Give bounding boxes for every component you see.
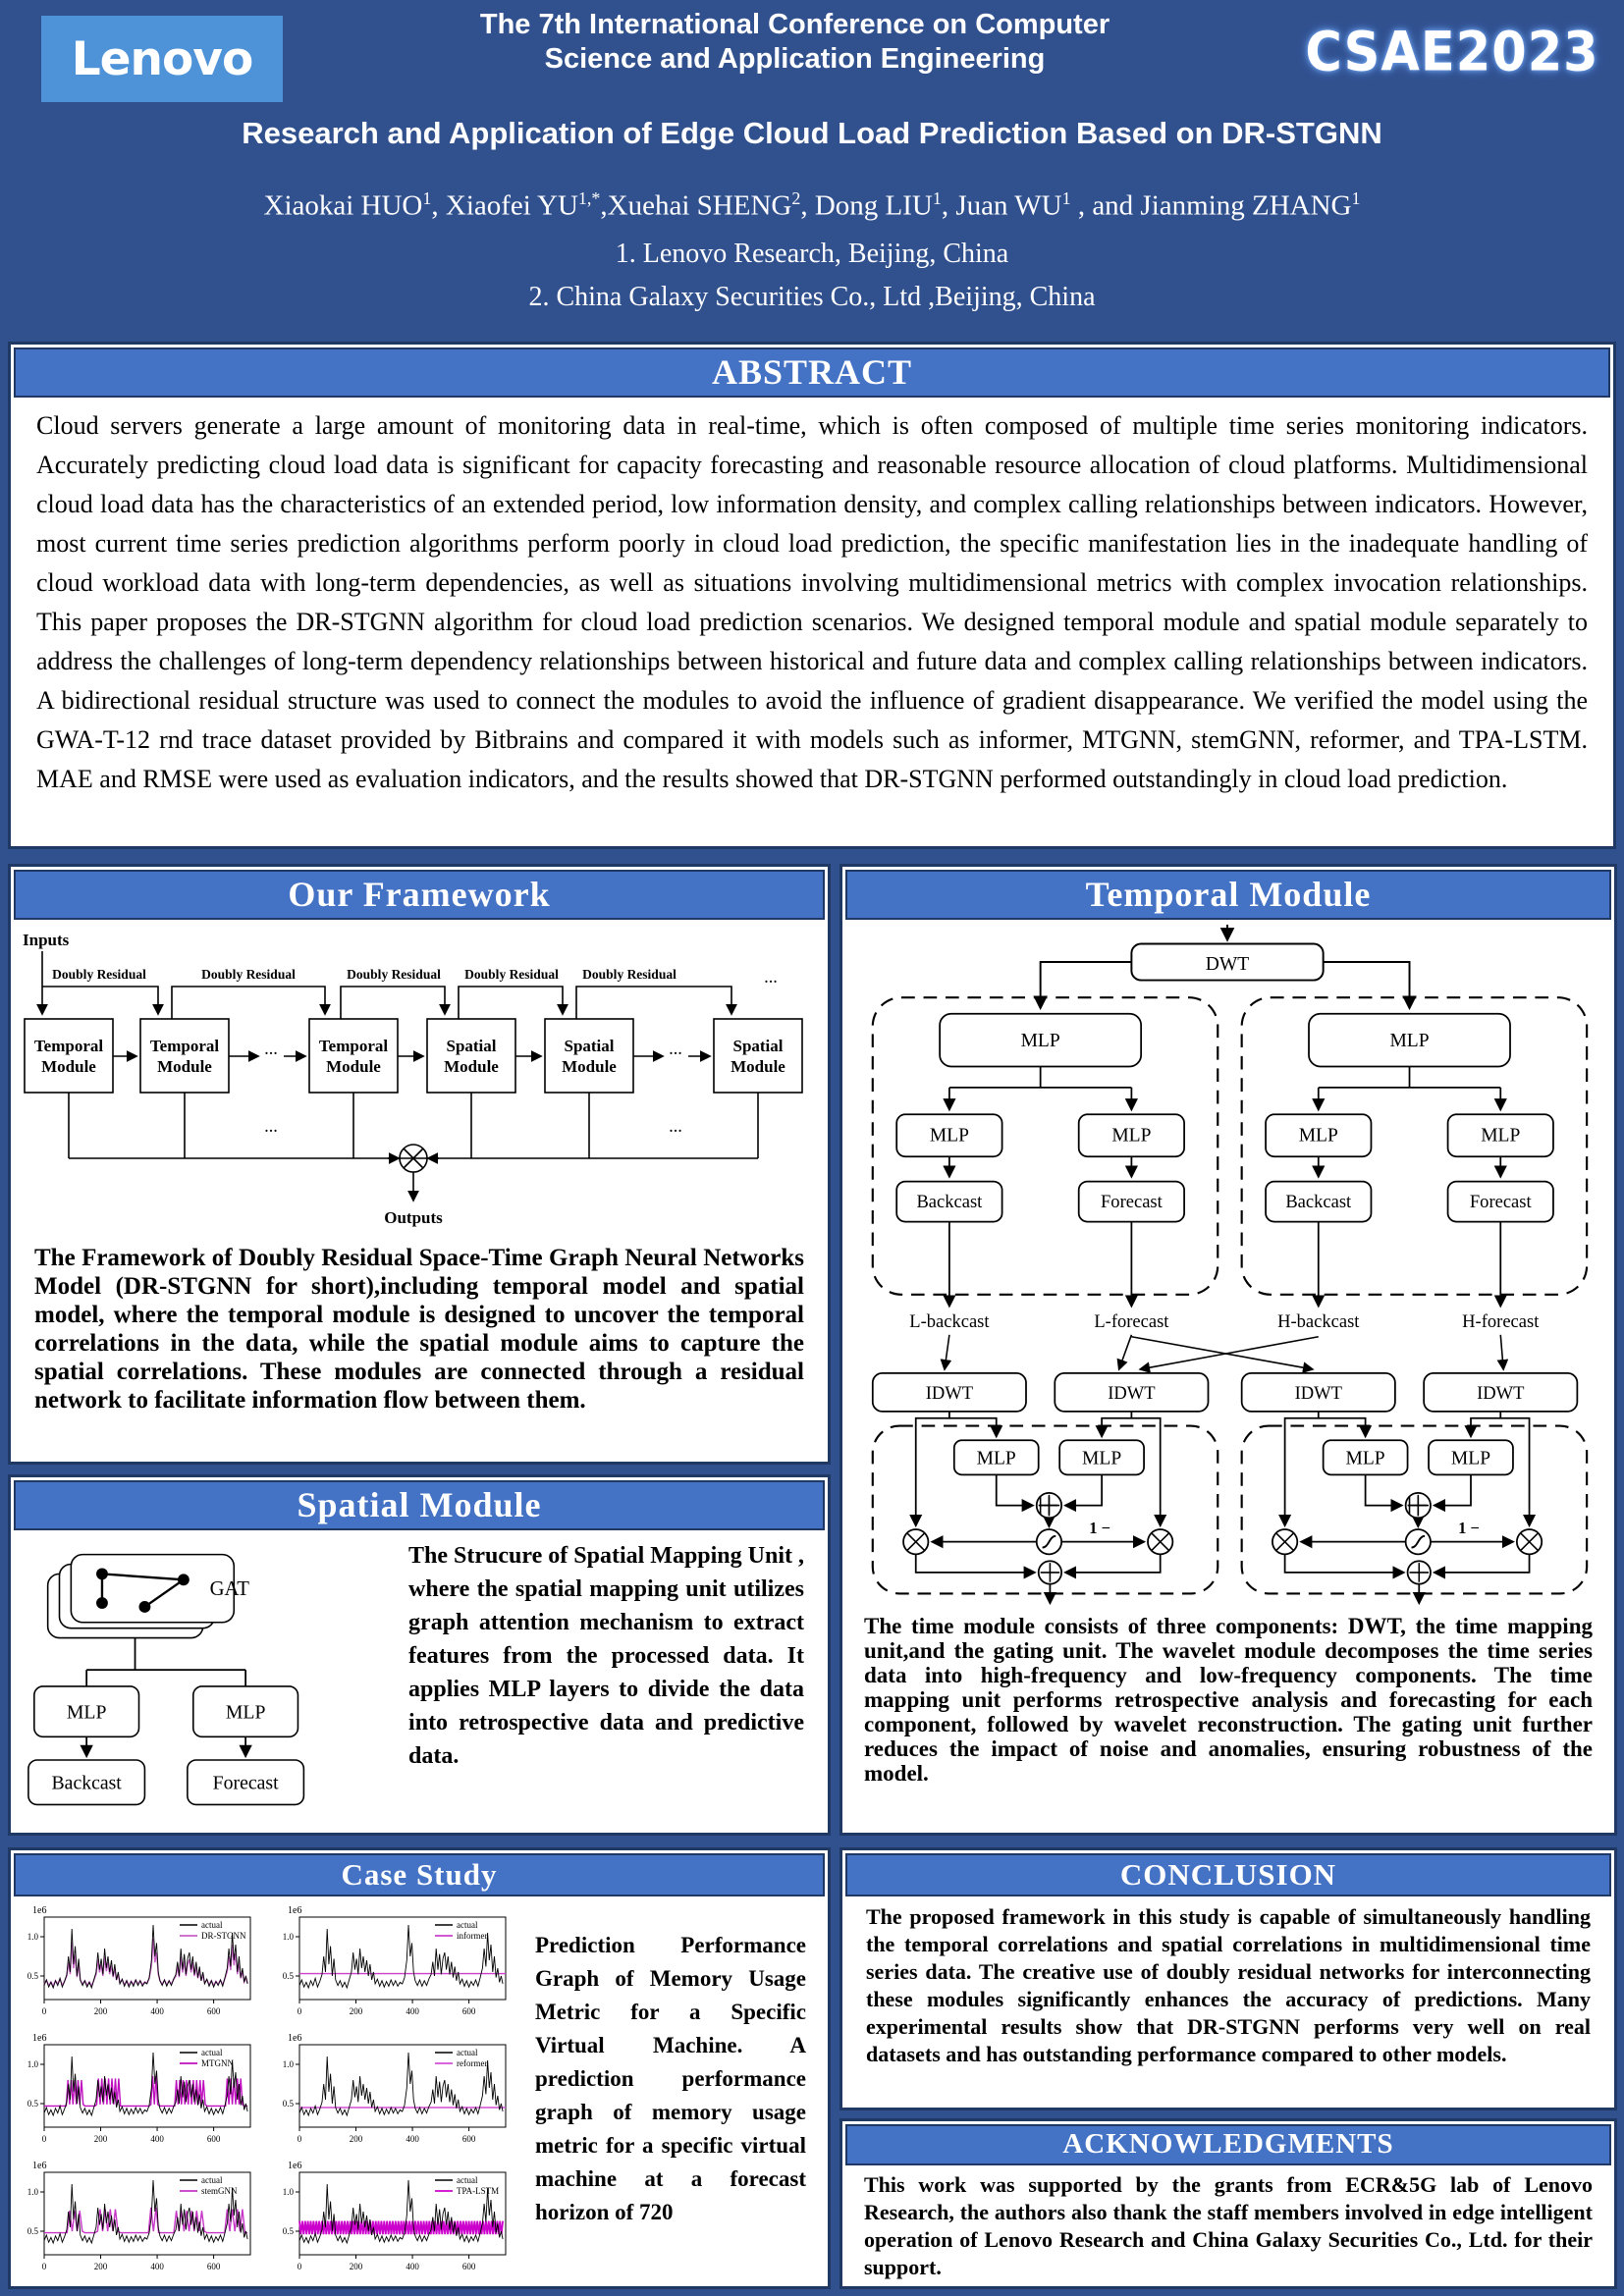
temporal-stream-labels [909,1311,1540,1332]
svg-text:H-forecast: H-forecast [1462,1310,1540,1332]
svg-text:TemporalModule: Temporal Module [149,1036,220,1076]
svg-text:L-forecast: L-forecast [1094,1310,1169,1332]
framework-inputs-label: Inputs [23,930,70,949]
svg-text:400: 400 [150,2134,164,2145]
framework-outputs-label: Outputs [384,1207,443,1227]
svg-text:MLP: MLP [66,1701,107,1724]
lenovo-logo-text: Lenovo [71,31,253,86]
legend-model: informer [457,1931,488,1942]
case-plot-reformer [270,2031,523,2153]
svg-text:IDWT: IDWT [1294,1383,1342,1405]
svg-text:IDWT: IDWT [1108,1383,1156,1405]
acknowledgments-body: This work was supported by the grants from ECR&5G lab of Lenovo Research, the authors also thank the staff members involved in edge intelligent operation of Lenovo Research and China Galaxy Securities Co., Ltd. for their support. [864,2171,1593,2279]
poster-title: Research and Application of Edge Cloud Load Prediction Based on DR-STGNN [242,116,1382,150]
svg-text:0: 0 [41,2134,47,2145]
svg-text:…: … [264,1041,278,1057]
legend-model: reformer [457,2058,488,2069]
abstract-body: Cloud servers generate a large amount of monitoring data in real-time, which is often composed of multiple time series monitoring indicators. Accurately predicting cloud load data is significant for capacity forecasting and reasonable resource allocation of cloud platforms. Multidimensional cloud load data has the characteristics of an extended period, low information density, and complex calling relationships between indicators. However, most current time series prediction algorithms perform poorly in cloud load prediction, the specific manifestation lies in the inadequate handling of cloud workload data with long-term dependencies, as well as situations involving multidimensional metrics with complex invocation relationships. This paper proposes the DR-STGNN algorithm for cloud load prediction scenarios. We designed temporal module and spatial module separately to address the challenges of long-term dependency relationships between historical and future data and complex calling relationships between indicators. A bidirectional residual structure was used to connect the modules to avoid the influence of gradient disappearance. We verified the model using the GWA-T-12 rnd trace dataset provided by Bitbrains and compared it with models such as informer, MTGNN, stemGNN, reformer, and TPA-LSTM. MAE and RMSE were used as evaluation indicators, and the results showed that DR-STGNN performed outstandingly in cloud load prediction. [36,410,1588,793]
svg-text:1.0: 1.0 [282,1932,294,1943]
legend-model: stemGNN [201,2186,238,2197]
acknowledgments-section [839,2118,1617,2289]
svg-text:Forecast: Forecast [212,1772,279,1794]
temporal-caption: The time module consists of three components: DWT, the time mapping unit,and the gating unit. The wavelet module decomposes the time series data into high-frequency and low-frequency components. The time mapping unit performs retrospective analysis and forecasting for each component, followed by wavelet reconstruction. The gating unit further reduces the impact of noise and anomalies, ensuring robustness of the model. [864,1613,1593,1786]
svg-text:Doubly Residual: Doubly Residual [201,966,296,982]
svg-text:…: … [764,970,778,986]
svg-text:0.5: 0.5 [282,2226,294,2237]
svg-text:IDWT: IDWT [1477,1383,1525,1405]
svg-text:0.5: 0.5 [27,2099,38,2109]
svg-text:0.5: 0.5 [282,2099,294,2109]
svg-text:400: 400 [406,2134,419,2145]
svg-text:IDWT: IDWT [925,1383,974,1405]
svg-text:L-backcast: L-backcast [909,1310,990,1332]
svg-text:Doubly Residual: Doubly Residual [582,966,677,982]
conference-title-line1: The 7th International Conference on Computer [479,9,1110,40]
svg-text:Backcast: Backcast [51,1772,122,1794]
svg-text:200: 200 [93,2134,108,2145]
spatial-diagram [21,1539,408,1824]
svg-text:MLP: MLP [225,1701,266,1724]
acknowledgments-header: ACKNOWLEDGMENTS [845,2124,1611,2165]
svg-text:1.0: 1.0 [27,1932,38,1943]
svg-text:SpatialModule: Spatial Module [444,1036,499,1076]
svg-text:400: 400 [150,2006,164,2017]
gat-label: GAT [209,1577,249,1600]
csae2023-badge: CSAE2023 [1305,21,1599,84]
svg-text:H-backcast: H-backcast [1277,1310,1360,1332]
svg-text:Doubly Residual: Doubly Residual [464,966,559,982]
legend-model: DR-STGNN [201,1931,246,1942]
legend-actual: actual [457,1920,478,1931]
case-plot-MTGNN [15,2031,268,2153]
legend-model: MTGNN [201,2058,234,2069]
svg-text:0.5: 0.5 [27,1971,38,1982]
legend-actual: actual [201,2048,223,2058]
svg-text:TemporalModule: Temporal Module [33,1036,104,1076]
svg-text:200: 200 [349,2006,363,2017]
svg-text:200: 200 [93,2262,108,2272]
case-plot-DR-STGNN [15,1903,268,2025]
temporal-header: Temporal Module [845,870,1611,920]
svg-text:200: 200 [93,2006,108,2017]
svg-text:0: 0 [297,2134,302,2145]
legend-actual: actual [457,2175,478,2186]
conference-title-line2: Science and Application Engineering [544,43,1046,76]
svg-text:…: … [669,1119,682,1135]
affiliation-2: 2. China Galaxy Securities Co., Ltd ,Beijing, China [528,282,1096,312]
framework-header: Our Framework [14,870,825,920]
scale-label: 1e6 [32,2033,47,2045]
temporal-section [839,864,1617,1836]
svg-text:…: … [264,1119,278,1135]
spatial-section [8,1474,831,1836]
svg-text:400: 400 [406,2262,419,2272]
abstract-section [8,342,1616,849]
svg-text:0: 0 [297,2262,302,2272]
legend-model: TPA-LSTM [457,2186,500,2197]
scale-label: 1e6 [288,2033,302,2045]
legend-actual: actual [201,1920,223,1931]
svg-text:1.0: 1.0 [27,2187,38,2198]
svg-text:400: 400 [406,2006,419,2017]
svg-text:0: 0 [41,2262,47,2272]
svg-text:Doubly Residual: Doubly Residual [347,966,441,982]
spatial-caption: The Strucure of Spatial Mapping Unit , where the spatial mapping unit utilizes graph attention mechanism to extract features from the processed data. It applies MLP layers to divide the data into retrospective data and predictive data. [408,1542,804,1769]
svg-text:1.0: 1.0 [282,2059,294,2070]
framework-diagram [15,926,824,1242]
conclusion-body: The proposed framework in this study is capable of simultaneously handling the temporal correlations and spatial correlations in multidimensional time series data. The creative use of doubly residual networks for interconnecting these modules significantly enhances the accuracy of predictions. Many experimental results show that DR-STGNN performs very well on real datasets and has outstanding performance compared to other models. [866,1904,1591,2067]
svg-text:0: 0 [41,2006,47,2017]
svg-text:600: 600 [206,2134,221,2145]
abstract-header: ABSTRACT [14,347,1610,398]
svg-text:0.5: 0.5 [282,1971,294,1982]
conclusion-header: CONCLUSION [845,1853,1611,1896]
svg-text:600: 600 [461,2262,476,2272]
scale-label: 1e6 [32,2161,47,2172]
case-study-header: Case Study [14,1853,825,1896]
case-plot-informer [270,1903,523,2025]
svg-text:…: … [669,1041,682,1057]
temporal-diagram [849,923,1607,1610]
legend-actual: actual [457,2048,478,2058]
svg-text:Doubly Residual: Doubly Residual [52,966,146,982]
scale-label: 1e6 [288,2161,302,2172]
authors-line: Xiaokai HUO$^1$, Xiaofei $YU^{1,*},Xuehai$ SHENG$^2$, Dong LIU$^1$, Juan $WU^1$ , and Jianming ZHANG$^1$ [263,188,1361,222]
svg-text:600: 600 [206,2262,221,2272]
svg-text:1.0: 1.0 [27,2059,38,2070]
case-study-caption: Prediction Performance Graph of Memory Usage Metric for a Specific Virtual Machine. A prediction performance graph of memory usage metric for a specific virtual machine at a forecast horizon of 720 [535,1933,806,2225]
conclusion-section [839,1847,1617,2110]
legend-actual: actual [201,2175,223,2186]
svg-text:400: 400 [150,2262,164,2272]
lenovo-logo [41,16,283,102]
case-study-plots [15,1903,529,2286]
idwt-boxes [873,1373,1578,1412]
svg-text:600: 600 [461,2134,476,2145]
framework-caption: The Framework of Doubly Residual Space-Time Graph Neural Networks Model (DR-STGNN for short),including temporal model and spatial model, where the temporal module is designed to uncover the temporal correlations in the data, while the spatial module aims to capture the spatial correlations. These modules are connected through a residual network to facilitate information flow between them. [34,1244,804,1414]
svg-text:SpatialModule: Spatial Module [562,1036,617,1076]
case-plot-TPA-LSTM [270,2159,523,2280]
case-study-section [8,1847,831,2289]
case-plot-stemGNN [15,2159,268,2280]
gat-card-stack [48,1554,235,1637]
spatial-header: Spatial Module [14,1480,825,1530]
svg-text:200: 200 [349,2262,363,2272]
affiliation-1: 1. Lenovo Research, Beijing, China [615,239,1009,269]
svg-text:200: 200 [349,2134,363,2145]
framework-lines [25,951,802,1201]
svg-text:TemporalModule: Temporal Module [318,1036,389,1076]
conference-title [295,8,1295,78]
svg-text:600: 600 [461,2006,476,2017]
svg-text:600: 600 [206,2006,221,2017]
svg-text:SpatialModule: Spatial Module [731,1036,785,1076]
dwt-box-label: DWT [1205,953,1250,975]
scale-label: 1e6 [32,1905,47,1917]
svg-text:1.0: 1.0 [282,2187,294,2198]
svg-text:0.5: 0.5 [27,2226,38,2237]
scale-label: 1e6 [288,1905,302,1917]
svg-text:0: 0 [297,2006,302,2017]
temporal-crossing-lines [945,1335,1503,1369]
framework-section [8,864,831,1465]
